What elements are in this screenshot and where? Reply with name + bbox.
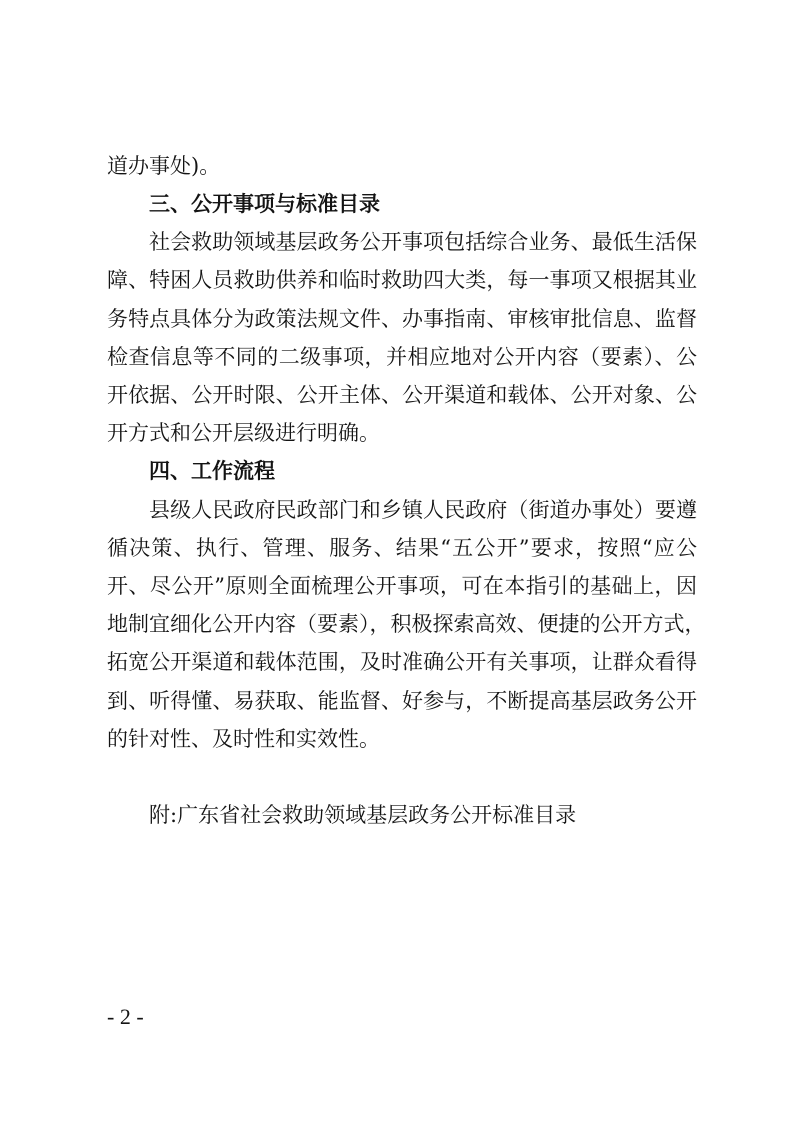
paragraph-line: 县级人民政府民政部门和乡镇人民政府（街道办事处）要遵 [149,498,697,522]
paragraph-line: 循决策、执行、管理、服务、结果“五公开”要求，按照“应公 [107,536,697,560]
paragraph-line: 拓宽公开渠道和载体范围，及时准确公开有关事项，让群众看得 [107,650,697,674]
section-heading-3: 三、公开事项与标准目录 [149,192,380,216]
continuation-text: 道办事处)。 [107,154,221,178]
paragraph-line: 社会救助领域基层政务公开事项包括综合业务、最低生活保 [149,230,697,254]
paragraph-line: 障、特困人员救助供养和临时救助四大类，每一事项又根据其业 [107,268,697,292]
attachment-note: 附:广东省社会救助领域基层政务公开标准目录 [149,803,577,827]
paragraph-line: 到、听得懂、易获取、能监督、好参与，不断提高基层政务公开 [107,689,697,713]
page-number: - 2 - [107,1004,144,1029]
paragraph-line: 开依据、公开时限、公开主体、公开渠道和载体、公开对象、公 [107,383,697,407]
section-heading-4: 四、工作流程 [149,459,275,483]
paragraph-line: 开方式和公开层级进行明确。 [107,421,380,445]
paragraph-line: 检查信息等不同的二级事项，并相应地对公开内容（要素）、公 [107,345,697,369]
paragraph-line: 的针对性、及时性和实效性。 [107,727,380,751]
paragraph-line: 地制宜细化公开内容（要素），积极探索高效、便捷的公开方式， [107,612,706,636]
paragraph-line: 务特点具体分为政策法规文件、办事指南、审核审批信息、监督 [107,307,697,331]
paragraph-line: 开、尽公开”原则全面梳理公开事项，可在本指引的基础上，因 [107,574,697,598]
